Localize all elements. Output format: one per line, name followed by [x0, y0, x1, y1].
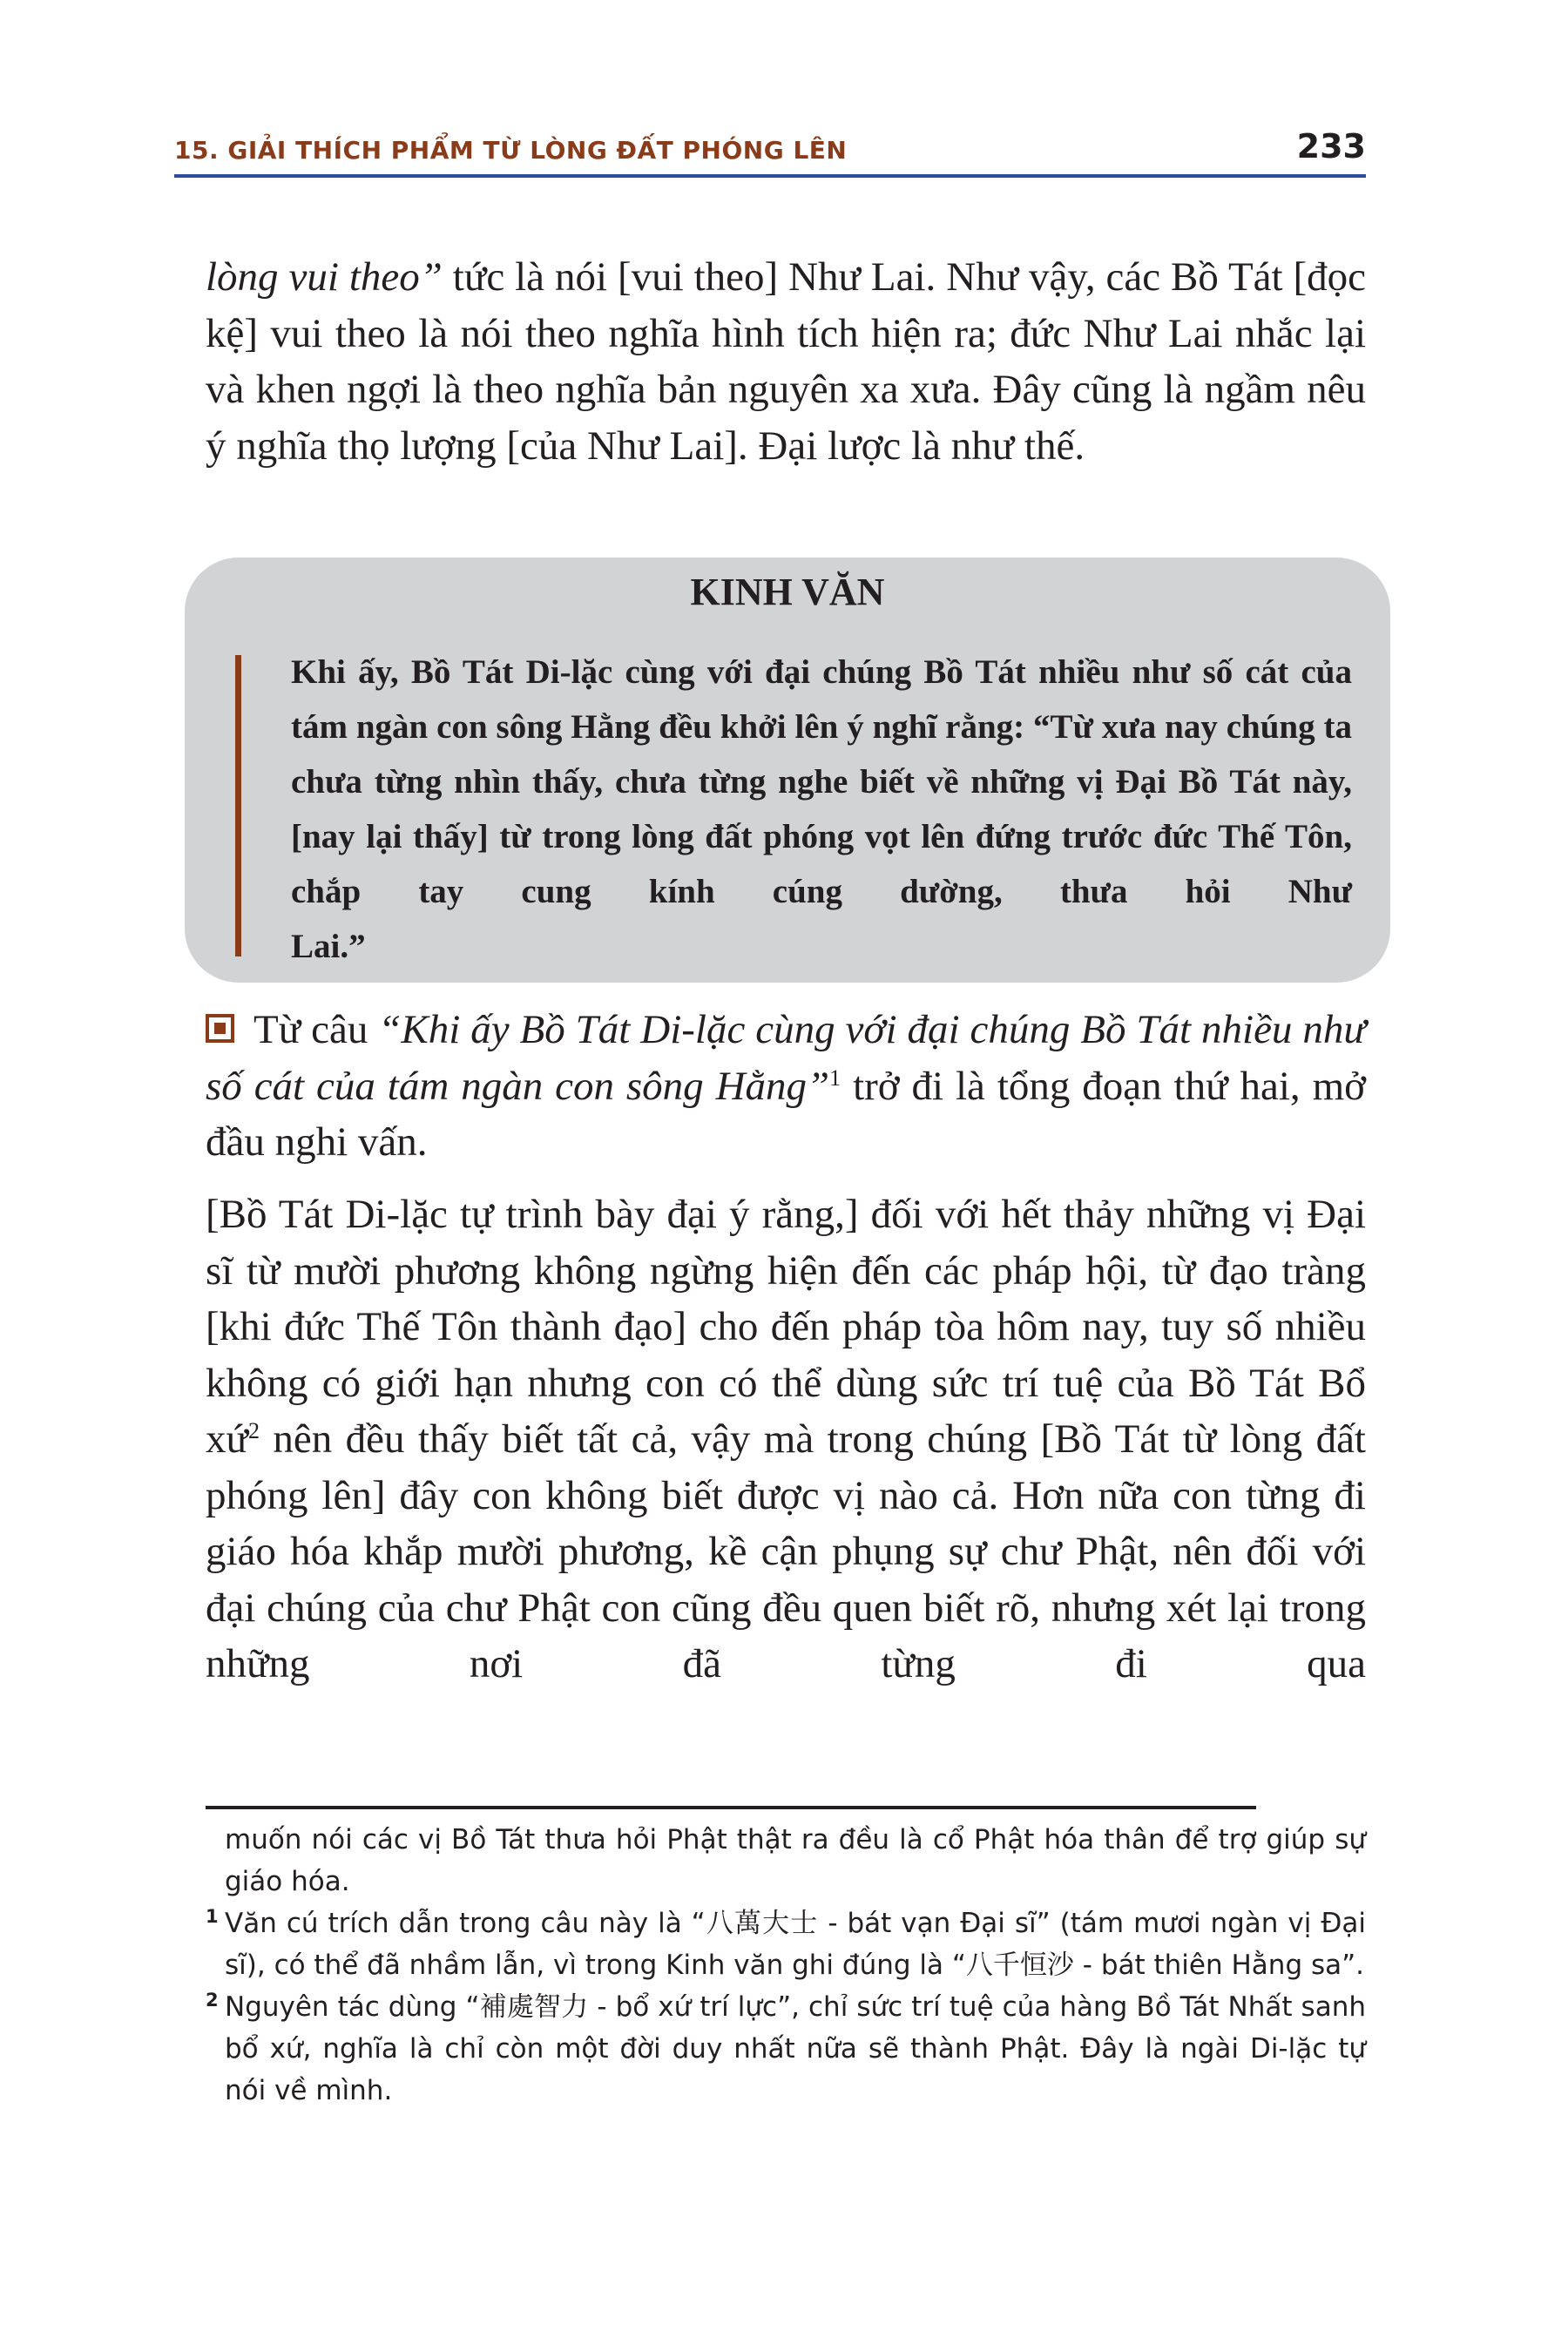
paragraph-1-italic-lead: lòng vui theo” — [206, 254, 443, 300]
footnote-item — [206, 1903, 1366, 1986]
footnote-ref-1[interactable]: 1 — [829, 1064, 841, 1091]
paragraph-1-text: tức là nói [vui theo] Như Lai. Như vậy, các Bồ Tát [đọc kệ] vui theo là nói theo nghĩa hình tích hiện ra; đức Như Lai nhắc lại và khen ngợi là theo nghĩa bản nguyên xa xưa. Đây cũng là ngầm nêu ý nghĩa thọ lượng [của Như Lai]. Đại lược là như thế. — [206, 254, 1367, 469]
scripture-text-last: Lai.” — [291, 928, 366, 965]
paragraph-3-text-a: [Bồ Tát Di-lặc tự trình bày đại ý rằng,] đối với hết thảy những vị Đại sĩ từ mười phương không ngừng hiện đến các pháp hội, từ đạo tràng [khi đức Thế Tôn thành đạo] cho đến pháp tòa hôm nay, tuy số nhiều không có giới hạn nhưng con có thể dùng sức trí tuệ của Bồ Tát Bổ xứ — [206, 1192, 1366, 1462]
scripture-heading: KINH VĂN — [690, 571, 885, 613]
footnote-continuation: muốn nói các vị Bồ Tát thưa hỏi Phật thật ra đều là cổ Phật hóa thân để trợ giúp sự giáo hóa. — [225, 1824, 1366, 1897]
paragraph-2-text: trở đi là tổng đoạn thứ hai, mở đầu nghi vấn. — [206, 1063, 1366, 1165]
paragraph-2-lead: Từ câu — [253, 1007, 379, 1052]
chapter-title: 15. GIẢI THÍCH PHẨM TỪ LÒNG ĐẤT PHÓNG LÊN — [174, 136, 848, 165]
footnote-text: Văn cú trích dẫn trong câu này là “八萬大士 - bát vạn Đại sĩ” (tám mươi ngàn vị Đại sĩ), có thể đã nhầm lẫn, vì trong Kinh văn ghi đúng là “八千恒沙 - bát thiên Hằng sa”. — [225, 1908, 1366, 1981]
scripture-accent-bar — [235, 655, 241, 956]
paragraph-3-text-b: nên đều thấy biết tất cả, vậy mà trong chúng [Bồ Tát từ lòng đất phóng lên] đây con không biết được vị nào cả. Hơn nữa con từng đi giáo hóa khắp mười phương, kề cận phụng sự chư Phật, nên đối với đại chúng của chư Phật con cũng đều quen biết rõ, nhưng xét lại trong những nơi đã từng đi qua — [206, 1416, 1366, 1686]
page-number: 233 — [1296, 127, 1366, 166]
paragraph-2-quote: “Khi ấy Bồ Tát Di-lặc cùng với đại chúng Bồ Tát nhiều như số cát của tám ngàn con sông Hằng” — [206, 1007, 1366, 1109]
paragraph-1 — [206, 249, 1366, 474]
scripture-text — [291, 645, 1352, 974]
scripture-text-main: Khi ấy, Bồ Tát Di-lặc cùng với đại chúng Bồ Tát nhiều như số cát của tám ngàn con sông Hằng đều khởi lên ý nghĩ rằng: “Từ xưa nay chúng ta chưa từng nhìn thấy, chưa từng nghe biết về những vị Đại Bồ Tát này, [nay lại thấy] từ trong lòng đất phóng vọt lên đứng trước đức Thế Tôn, chắp tay cung kính cúng dường, thưa hỏi Như — [291, 653, 1352, 910]
footnote-ref-2[interactable]: 2 — [247, 1418, 260, 1443]
footnote-item — [206, 1986, 1366, 2112]
section-marker-icon — [206, 1014, 234, 1043]
footnote-divider — [206, 1806, 1256, 1809]
header-divider — [174, 174, 1366, 178]
footnote-number: 2 — [206, 1990, 219, 2011]
footnotes — [206, 1819, 1366, 2112]
paragraph-3 — [206, 1186, 1366, 1693]
footnote-number: 1 — [206, 1906, 219, 1927]
footnote-text: Nguyên tác dùng “補處智力 - bổ xứ trí lực”, chỉ sức trí tuệ của hàng Bồ Tát Nhất sanh bổ xứ, nghĩa là chỉ còn một đời duy nhất nữa sẽ thành Phật. Đây là ngài Di-lặc tự nói về mình. — [225, 1991, 1366, 2106]
paragraph-2 — [206, 1002, 1366, 1171]
